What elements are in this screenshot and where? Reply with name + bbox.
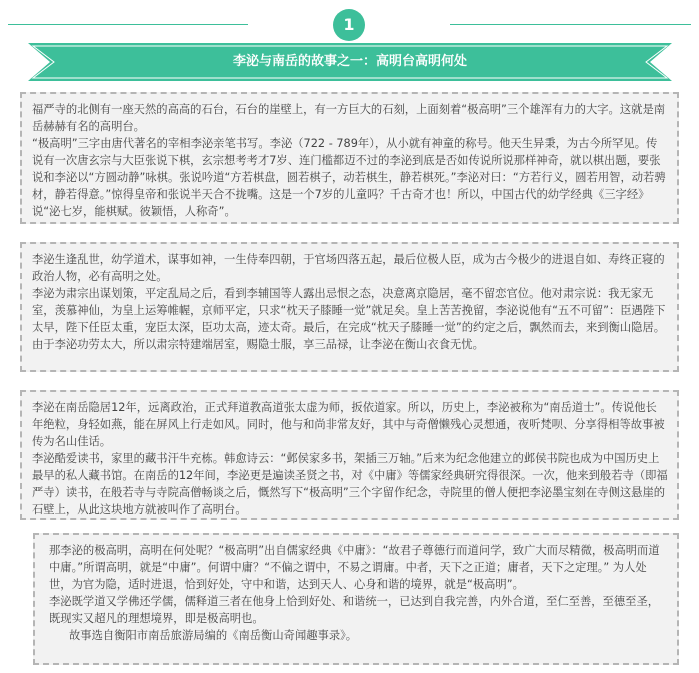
story-section-2 (20, 242, 679, 372)
paragraph: 那李泌的极高明，高明在何处呢？“极高明”出自儒家经典《中庸》：“故君子尊德行而道问学，致广大而尽精微，极高明而道中庸。”所谓高明，就是“中庸”。何谓中庸？“不偏之谓中，不易之谓庸。中者，天下之正道；庸者，天下之定理。” 为人处世，为官为隐，适时进退，恰到好处，守中和谐，达到天人、心身和谐的境界，就是“极高明”。 (49, 544, 660, 591)
paragraph: 李泌在南岳隐居12年，远离政治，正式拜道教高道张太虚为师，扳依道家。所以，历史上，李泌被称为“南岳道士”。传说他长年绝粒，身轻如燕，能在屏风上行走如风。同时，他与和尚非常友好，其中与奇僧懒残心灵想通，夜听梵呗、分享得相等故事被传为名山佳话。 (32, 401, 665, 448)
banner-title: 李泌与南岳的故事之一：高明台高明何处 (232, 54, 467, 69)
paragraph: “极高明”三字由唐代著名的宰相李泌亲笔书写。李泌（722 - 789年），从小就有神童的称号。他天生异秉，为古今所罕见。传说有一次唐玄宗与大臣张说下棋，玄宗想考考才7岁、连门槛都迈不过的李泌到底是否如传说所说那样神奇，就以棋出题，要张说和李泌以“方圆动静”咏棋。张说吟道“方若棋盘，圆若棋子，动若棋生，静若棋死。”李泌对曰：“方若行义，圆若用智，动若骋材，静若得意。”惊得皇帝和张说半天合不拢嘴。这是一个7岁的儿童吗？千古奇才也！所以，中国古代的幼学经典《三字经》说“泌七岁，能棋赋。彼颖悟，人称奇”。 (32, 137, 666, 218)
title-banner (28, 43, 672, 81)
story-section-1 (20, 92, 679, 224)
section-number-badge: 1 (333, 9, 365, 41)
paragraph: 福严寺的北侧有一座天然的高高的石台，石台的崖壁上，有一方巨大的石刻，上面刻着“极高明”三个雄浑有力的大字。这就是南岳赫赫有名的高明台。 (32, 103, 666, 133)
paragraph: 李泌既学道又学佛还学儒，儒释道三者在他身上恰到好处、和谐统一，已达到自我完善，内外合道，至仁至善，至德至圣，既现实又超凡的理想境界，即是极高明也。 (49, 595, 660, 625)
header-divider-right (450, 24, 691, 25)
story-section-3 (20, 390, 679, 520)
paragraph: 李泌生逢乱世，幼学道术，谋事如神，一生侍奉四朝，于官场四落五起，最后位极人臣，成为古今极少的进退自如、寿终正寝的政治人物，必有高明之处。 (32, 253, 665, 283)
story-section-4 (33, 533, 679, 665)
paragraph: 李泌酷爱读书，家里的藏书汗牛充栋。韩愈诗云：“邺侯家多书，架插三万轴。”后来为纪念他建立的邺侯书院也成为中国历史上最早的私人藏书馆。在南岳的12年间，李泌更是遍读圣贤之书，对《中庸》等儒家经典研究得很深。一次，他来到般若寺（即福严寺）读书，在般若寺与寺院高僧畅谈之后，慨然写下“极高明”三个字留作纪念，寺院里的僧人便把李泌墨宝刻在寺侧这悬崖的石壁上，从此这块地方就被叫作了高明台。 (32, 452, 668, 516)
source-note: 故事选自衡阳市南岳旅游局编的《南岳衡山奇闻趣事录》。 (69, 629, 358, 642)
header-divider-left (8, 24, 248, 25)
paragraph: 李泌为肃宗出谋划策，平定乱局之后，看到李辅国等人露出忌恨之态，决意离京隐居，毫不留恋官位。他对肃宗说：我无家无室，羡慕神仙，为皇上运筹帷幄，京师平定，只求“枕天子膝睡一觉”就足矣。皇上苦苦挽留，李泌说他有“五不可留”：臣遇陛下太早，陛下任臣太重，宠臣太深，臣功太高，迹太奇。最后，在完成“枕天子膝睡一觉”的约定之后，飘然而去，来到衡山隐居。由于李泌功劳太大，所以肃宗特建端居室，赐隐士服，享三品禄，让李泌在衡山衣食无忧。 (32, 287, 666, 351)
